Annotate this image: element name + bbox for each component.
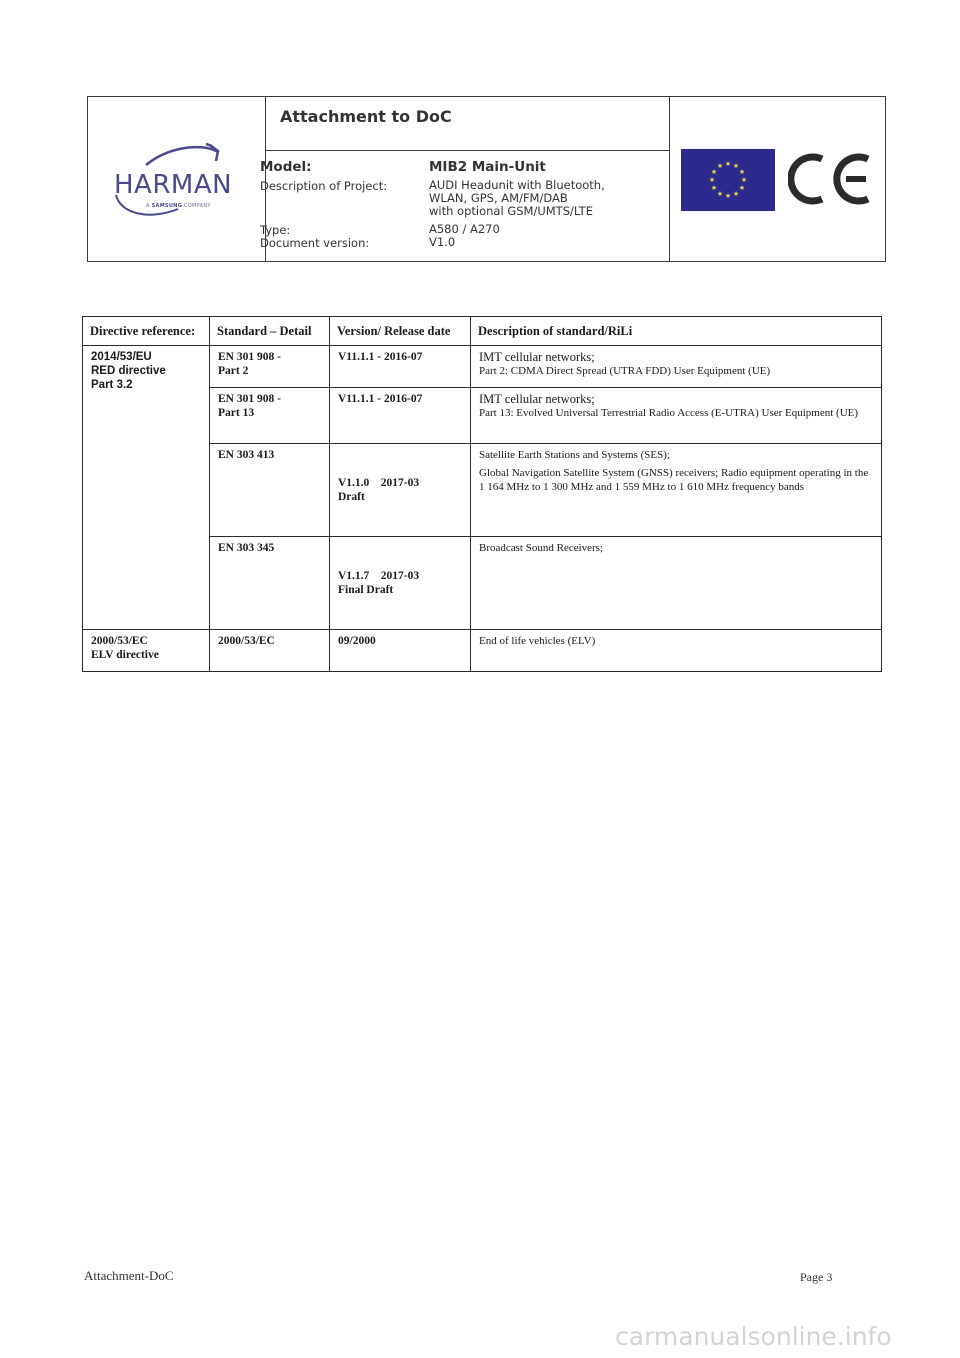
standard-cell: 2000/53/EC (210, 630, 330, 672)
table-row (83, 630, 882, 672)
watermark: carmanualsonline.info (615, 1322, 892, 1351)
header-divider-horizontal (265, 150, 669, 151)
header-divider-right (669, 97, 670, 261)
svg-text:★: ★ (724, 160, 732, 168)
description-cell: Broadcast Sound Receivers; (471, 537, 882, 630)
header-directive-reference: Directive reference: (83, 317, 210, 346)
svg-text:★: ★ (716, 162, 724, 170)
version-label: Document version: (260, 236, 370, 250)
description-cell: IMT cellular networks; Part 2: CDMA Direct Spread (UTRA FDD) User Equipment (UE) (471, 346, 882, 388)
ce-mark-icon (788, 147, 874, 211)
header-standard-detail: Standard – Detail (210, 317, 330, 346)
version-cell: V1.1.7 2017-03 Final Draft (330, 537, 471, 630)
description-cell: End of life vehicles (ELV) (471, 630, 882, 672)
svg-text:★: ★ (710, 184, 718, 192)
svg-text:★: ★ (710, 168, 718, 176)
table-header-row (83, 317, 882, 346)
model-value: MIB2 Main-Unit (429, 159, 546, 175)
svg-text:★: ★ (724, 192, 732, 200)
svg-text:★: ★ (708, 176, 716, 184)
svg-text:★: ★ (732, 162, 740, 170)
eu-flag-icon (681, 149, 775, 211)
type-value: A580 / A270 (429, 222, 500, 236)
svg-text:★: ★ (716, 190, 724, 198)
model-label: Model: (260, 159, 312, 175)
svg-text:★: ★ (740, 176, 748, 184)
doc-header-box (87, 96, 886, 262)
harman-logo (88, 137, 265, 227)
attachment-title: Attachment to DoC (280, 107, 452, 126)
harman-wordmark: HARMAN (114, 170, 233, 200)
version-cell: 09/2000 (330, 630, 471, 672)
description-label: Description of Project: (260, 179, 388, 193)
page-number: Page 3 (800, 1270, 833, 1284)
table-row (83, 346, 882, 388)
svg-text:★: ★ (732, 190, 740, 198)
version-value: V1.0 (429, 235, 456, 249)
svg-text:★: ★ (738, 168, 746, 176)
version-cell: V11.1.1 - 2016-07 (330, 346, 471, 388)
header-description: Description of standard/RiLi (471, 317, 882, 346)
standard-cell: EN 303 345 (210, 537, 330, 630)
red-directive-ref: 2014/53/EU RED directive Part 3.2 (83, 346, 210, 630)
description-value: AUDI Headunit with Bluetooth, WLAN, GPS, AM/FM/DAB with optional GSM/UMTS/LTE (429, 178, 605, 218)
svg-text:★: ★ (738, 184, 746, 192)
description-cell: IMT cellular networks; Part 13: Evolved Universal Terrestrial Radio Access (E-UTRA) User Equipment (UE) (471, 388, 882, 444)
version-cell: V11.1.1 - 2016-07 (330, 388, 471, 444)
standard-cell: EN 301 908 - Part 13 (210, 388, 330, 444)
type-label: Type: (260, 223, 291, 237)
harman-subline: A SAMSUNG COMPANY (146, 203, 211, 209)
standard-cell: EN 301 908 - Part 2 (210, 346, 330, 388)
standard-cell: EN 303 413 (210, 444, 330, 537)
directive-table (82, 316, 882, 672)
footer-doc-name: Attachment-DoC (84, 1268, 174, 1283)
elv-directive-ref: 2000/53/EC ELV directive (83, 630, 210, 672)
header-version-release: Version/ Release date (330, 317, 471, 346)
version-cell: V1.1.0 2017-03 Draft (330, 444, 471, 537)
description-cell: Satellite Earth Stations and Systems (SES); Global Navigation Satellite System (GNSS) receivers; Radio equipment operating in the 1 164 MHz to 1 300 MHz and 1 559 MHz to 1 610 MHz frequency bands (471, 444, 882, 537)
